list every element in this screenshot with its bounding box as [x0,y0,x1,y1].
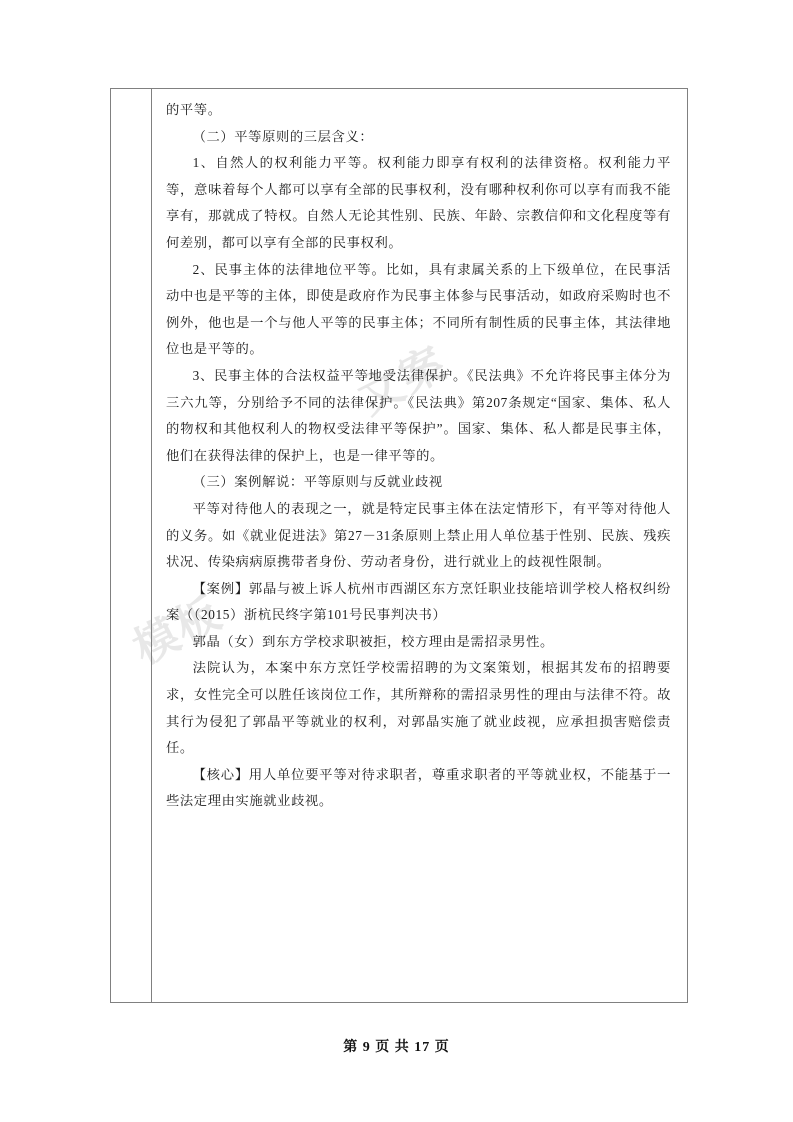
paragraph: 郭晶（女）到东方学校求职被拒，校方理由是需招录男性。 [192,633,554,649]
page-footer: 第 9 页 共 17 页 [343,1040,450,1055]
paragraph: 【核心】用人单位要平等对待求职者，尊重求职者的平等就业权，不能基于一些法定理由实施就业歧视。 [166,766,671,809]
paragraph: 1、自然人的权利能力平等。权利能力即享有权利的法律资格。权利能力平等，意味着每个人都可以享有全部的民事权利，没有哪种权利你可以享有而我不能享有，那就成了特权。自然人无论其性别、民族、年龄、宗教信仰和文化程度等有何差别，都可以享有全部的民事权利。 [166,155,671,250]
paragraph: （二）平等原则的三层含义： [192,128,374,144]
paragraph: 法院认为，本案中东方烹饪学校需招聘的为文案策划，根据其发布的招聘要求，女性完全可以胜任该岗位工作，其所辩称的需招录男性的理由与法律不符。故其行为侵犯了郭晶平等就业的权利，对郭晶实施了就业歧视，应承担损害赔偿责任。 [166,660,671,756]
table-main-column [152,89,687,1002]
paragraph: 3、民事主体的合法权益平等地受法律保护。《民法典》不允许将民事主体分为三六九等，分别给予不同的法律保护。《民法典》第207条规定“国家、集体、私人的物权和其他权利人的物权受法律平等保护”。国家、集体、私人都是民事主体，他们在获得法律的保护上，也是一律平等的。 [166,367,671,463]
watermark-text: 模板 [125,588,231,674]
watermark-text: 文案 [350,338,456,424]
paragraph: 平等对待他人的表现之一，就是特定民事主体在法定情形下，有平等对待他人的义务。如《就业促进法》第27－31条原则上禁止用人单位基于性别、民族、残疾状况、传染病病原携带者身份、劳动者身份，进行就业上的歧视性限制。 [166,500,671,570]
paragraph: 【案例】郭晶与被上诉人杭州市西湖区东方烹饪职业技能培训学校人格权纠纷案（（2015）浙杭民终字第101号民事判决书） [166,580,671,623]
content-table [110,88,688,1003]
paragraph: （三）案例解说：平等原则与反就业歧视 [192,474,443,490]
paragraph: 2、民事主体的法律地位平等。比如，具有隶属关系的上下级单位，在民事活动中也是平等的主体，即使是政府作为民事主体参与民事活动，如政府采购时也不例外，他也是一个与他人平等的民事主体；不同所有制性质的民事主体，其法律地位也是平等的。 [166,261,671,357]
paragraph: 的平等。 [166,102,222,117]
table-left-column [111,89,152,1002]
